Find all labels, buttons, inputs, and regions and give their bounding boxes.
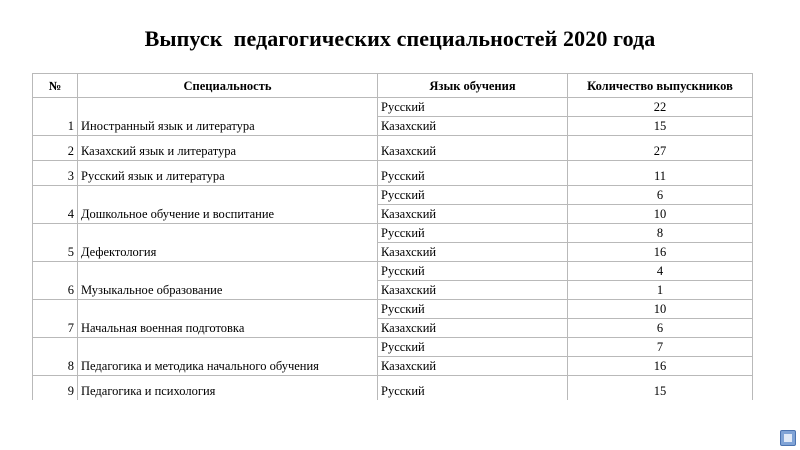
- row-count: 8: [568, 224, 753, 243]
- row-language: Русский: [378, 98, 568, 117]
- table-row: [33, 136, 753, 161]
- row-language: Казахский: [378, 205, 568, 224]
- row-count: 4: [568, 262, 753, 281]
- row-language: Русский: [378, 262, 568, 281]
- header-language: Язык обучения: [378, 74, 568, 98]
- row-language: Казахский: [378, 281, 568, 300]
- row-count: 16: [568, 243, 753, 262]
- row-count: 6: [568, 186, 753, 205]
- row-count: 11: [568, 161, 753, 186]
- page-title: Выпуск педагогических специальностей 2020 года: [144, 26, 656, 51]
- row-count: 10: [568, 300, 753, 319]
- row-language: Русский: [378, 300, 568, 319]
- table-row: [33, 262, 753, 281]
- row-count: 1: [568, 281, 753, 300]
- row-language: Русский: [378, 161, 568, 186]
- table-row: [33, 224, 753, 243]
- row-num: 3: [33, 161, 78, 186]
- row-specialty: Дошкольное обучение и воспитание: [78, 186, 378, 224]
- row-count: 15: [568, 117, 753, 136]
- table-row: [33, 376, 753, 401]
- row-language: Казахский: [378, 136, 568, 161]
- row-num: 5: [33, 224, 78, 262]
- row-count: 6: [568, 319, 753, 338]
- row-num: 8: [33, 338, 78, 376]
- row-specialty: Казахский язык и литература: [78, 136, 378, 161]
- table-row: [33, 161, 753, 186]
- header-specialty: Специальность: [78, 74, 378, 98]
- row-specialty: Иностранный язык и литература: [78, 98, 378, 136]
- row-num: 4: [33, 186, 78, 224]
- row-language: Казахский: [378, 357, 568, 376]
- row-language: Казахский: [378, 319, 568, 338]
- table-row: [33, 300, 753, 319]
- row-count: 16: [568, 357, 753, 376]
- header-num: №: [33, 74, 78, 98]
- row-count: 22: [568, 98, 753, 117]
- header-graduates: Количество выпускников: [568, 74, 753, 98]
- table-row: [33, 338, 753, 357]
- row-specialty: Педагогика и методика начального обучения: [78, 338, 378, 376]
- row-num: 6: [33, 262, 78, 300]
- row-language: Казахский: [378, 243, 568, 262]
- row-num: 2: [33, 136, 78, 161]
- row-num: 7: [33, 300, 78, 338]
- row-count: 10: [568, 205, 753, 224]
- row-language: Русский: [378, 224, 568, 243]
- graduates-table: [32, 73, 753, 400]
- slide-nav-icon[interactable]: [780, 430, 796, 446]
- row-num: 9: [33, 376, 78, 401]
- header-row: [33, 74, 753, 98]
- row-specialty: Русский язык и литература: [78, 161, 378, 186]
- row-language: Русский: [378, 376, 568, 401]
- row-language: Русский: [378, 186, 568, 205]
- row-specialty: Музыкальное образование: [78, 262, 378, 300]
- row-specialty: Дефектология: [78, 224, 378, 262]
- row-count: 15: [568, 376, 753, 401]
- row-language: Русский: [378, 338, 568, 357]
- row-language: Казахский: [378, 117, 568, 136]
- row-num: 1: [33, 98, 78, 136]
- table-row: [33, 98, 753, 117]
- row-count: 27: [568, 136, 753, 161]
- row-specialty: Педагогика и психология: [78, 376, 378, 401]
- row-count: 7: [568, 338, 753, 357]
- row-specialty: Начальная военная подготовка: [78, 300, 378, 338]
- table-row: [33, 186, 753, 205]
